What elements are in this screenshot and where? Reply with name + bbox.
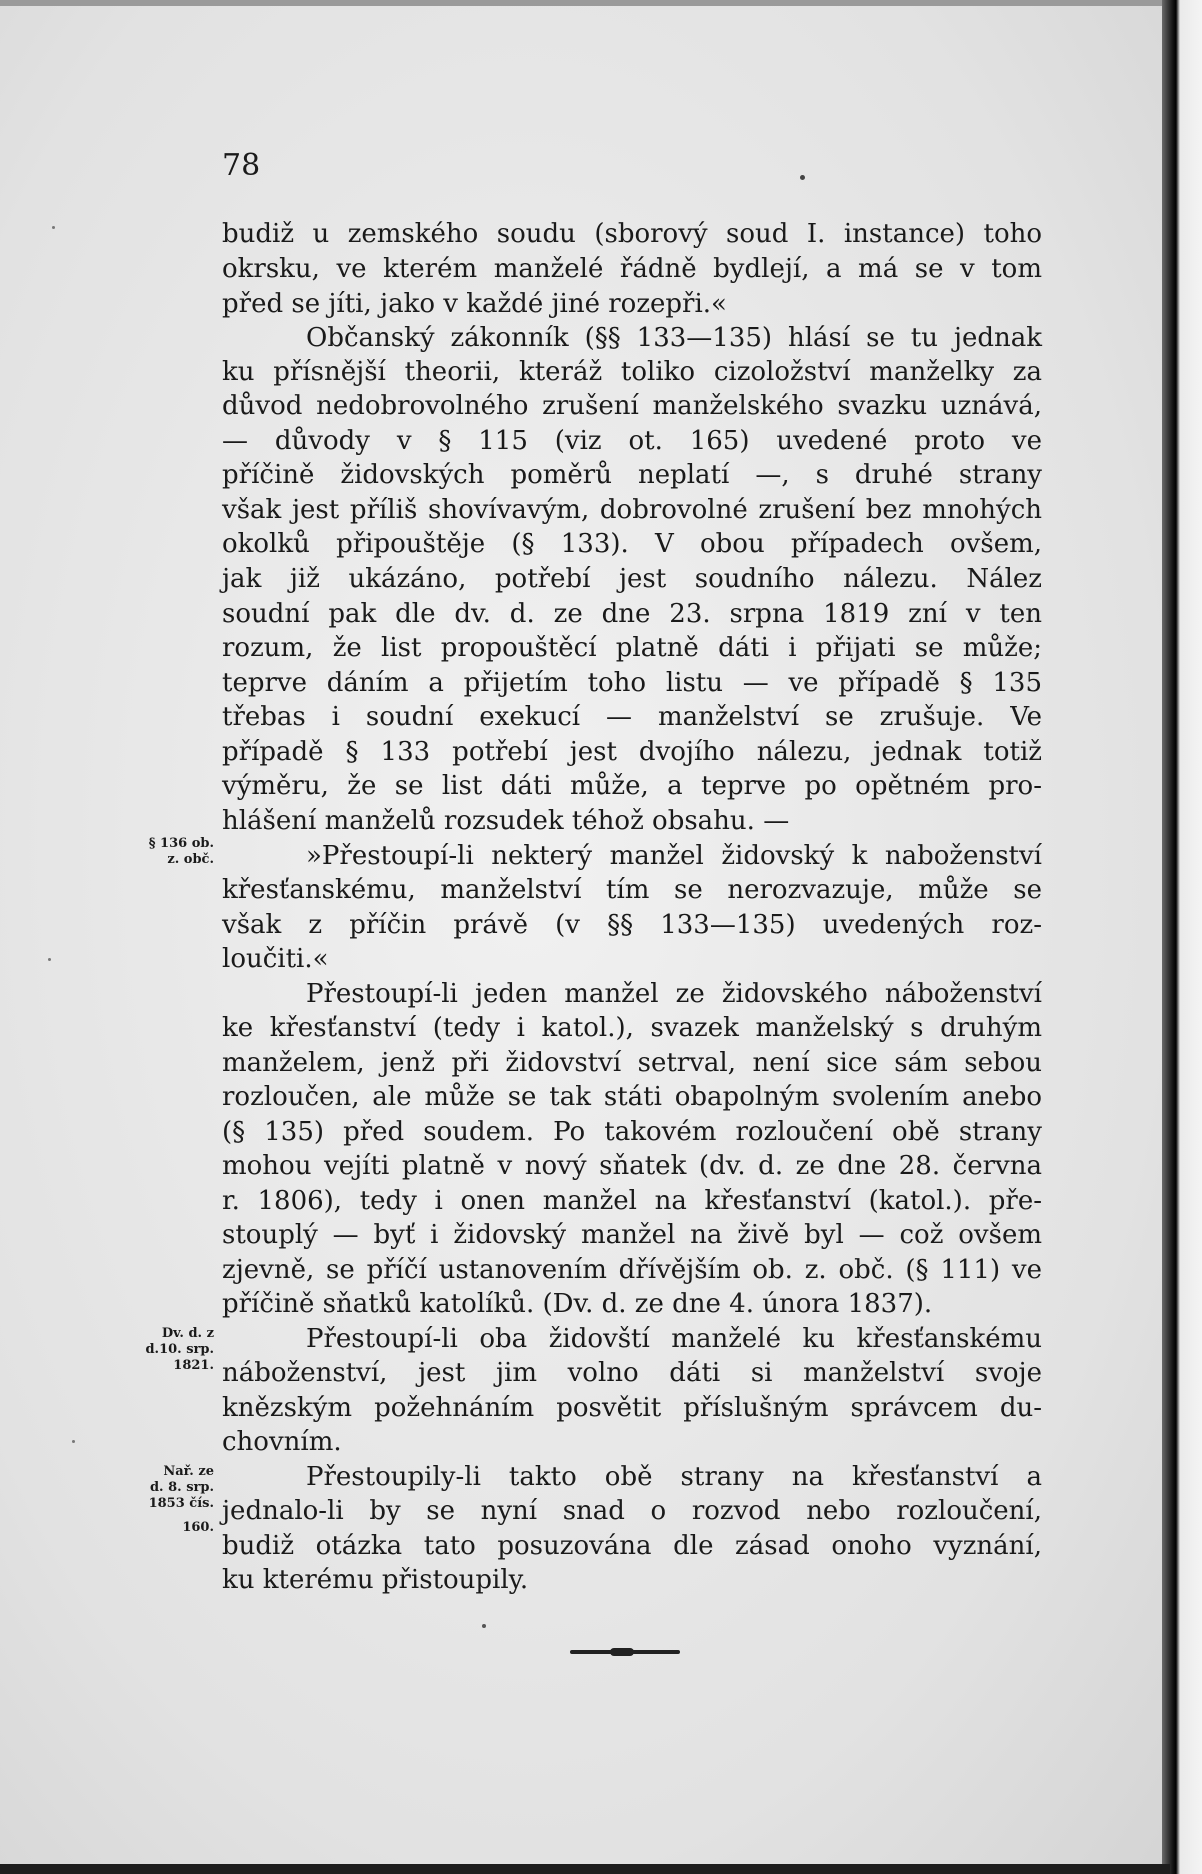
margin-note: 1821. xyxy=(173,1358,214,1373)
ink-dot xyxy=(482,1624,486,1628)
text-line: (§ 135) před soudem. Po takovém rozloučení obě strany xyxy=(222,1117,1042,1147)
text-line: okolků připouštěje (§ 133). V obou případech ovšem, xyxy=(222,529,1042,559)
text-line: náboženství, jest jim volno dáti si manželství svoje xyxy=(222,1358,1042,1388)
text-line: příčině sňatků katolíků. (Dv. d. ze dne 4. února 1837). xyxy=(222,1289,933,1319)
text-line: Občanský zákonník (§§ 133—135) hlásí se tu jednak xyxy=(306,323,1042,353)
text-line: jednalo-li by se nyní snad o rozvod nebo rozloučení, xyxy=(222,1496,1042,1526)
text-line: rozum, že list propouštěcí platně dáti i přijati se může; xyxy=(222,633,1042,663)
ink-speck xyxy=(72,1440,75,1443)
text-line: jak již ukázáno, potřebí jest soudního nálezu. Nález xyxy=(222,564,1042,594)
text-line: třebas i soudní exekucí — manželství se zrušuje. Ve xyxy=(222,702,1042,732)
text-line: Přestoupily-li takto obě strany na křesťanství a xyxy=(306,1462,1042,1492)
text-line: důvod nedobrovolného zrušení manželského svazku uznává, xyxy=(222,391,1042,421)
text-line: teprve dáním a přijetím toho listu — ve případě § 135 xyxy=(222,668,1042,698)
text-line: rozloučen, ale může se tak státi obapolným svolením anebo xyxy=(222,1082,1042,1112)
ink-speck xyxy=(48,958,51,961)
text-line: — důvody v § 115 (viz ot. 165) uvedené proto ve xyxy=(222,426,1042,456)
text-line: křesťanskému, manželství tím se nerozvazuje, může se xyxy=(222,875,1042,905)
text-line: Přestoupí-li jeden manžel ze židovského náboženství xyxy=(306,979,1042,1009)
text-line: manželem, jenž při židovství setrval, není sice sám sebou xyxy=(222,1048,1042,1078)
text-line: ke křesťanství (tedy i katol.), svazek manželský s druhým xyxy=(222,1013,1042,1043)
text-line: však jest příliš shovívavým, dobrovolné zrušení bez mnohých xyxy=(222,495,1042,525)
text-line: okrsku, ve kterém manželé řádně bydlejí, a má se v tom xyxy=(222,254,1042,284)
page-top-edge xyxy=(0,0,1170,6)
text-line: »Přestoupí-li nekterý manžel židovský k naboženství xyxy=(306,841,1042,871)
margin-note: 1853 čís. xyxy=(148,1496,214,1511)
page-number: 78 xyxy=(222,148,261,183)
text-line: stouplý — byť i židovský manžel na živě byl — což ovšem xyxy=(222,1220,1042,1250)
margin-note: z. obč. xyxy=(167,852,214,867)
text-line: budiž otázka tato posuzována dle zásad onoho vyznání, xyxy=(222,1531,1042,1561)
end-ornament xyxy=(570,1650,680,1654)
margin-note: d.10. srp. xyxy=(145,1342,214,1357)
text-line: ku kterému přistoupily. xyxy=(222,1565,529,1595)
text-line: mohou vejíti platně v nový sňatek (dv. d. ze dne 28. června xyxy=(222,1151,1042,1181)
margin-note: 160. xyxy=(182,1520,214,1535)
ink-speck xyxy=(52,226,55,229)
margin-note: Nař. ze xyxy=(163,1464,214,1479)
text-line: soudní pak dle dv. d. ze dne 23. srpna 1819 zní v ten xyxy=(222,599,1042,629)
text-line: hlášení manželů rozsudek téhož obsahu. — xyxy=(222,806,790,836)
ink-dot xyxy=(800,175,805,180)
text-line: ku přísnější theorii, kteráž toliko cizoložství manželky za xyxy=(222,357,1042,387)
margin-note: § 136 ob. xyxy=(148,836,214,851)
text-line: budiž u zemského soudu (sborový soud I. instance) toho xyxy=(222,219,1042,249)
text-line: příčině židovských poměrů neplatí —, s druhé strany xyxy=(222,460,1042,490)
text-line: chovním. xyxy=(222,1427,342,1457)
text-line: r. 1806), tedy i onen manžel na křesťanství (katol.). pře- xyxy=(222,1186,1042,1216)
margin-note: Dv. d. z xyxy=(161,1326,214,1341)
text-line: knězským požehnáním posvětit příslušným správcem du- xyxy=(222,1393,1042,1423)
text-line: před se jíti, jako v každé jiné rozepři.« xyxy=(222,289,727,319)
text-line: loučiti.« xyxy=(222,944,329,974)
text-line: však z příčin právě (v §§ 133—135) uvedených roz- xyxy=(222,910,1042,940)
margin-note: d. 8. srp. xyxy=(149,1480,214,1495)
text-line: zjevně, se příčí ustanovením dřívějším ob. z. obč. (§ 111) ve xyxy=(222,1255,1042,1285)
page-binding-edge xyxy=(1162,0,1202,1874)
text-line: případě § 133 potřebí jest dvojího nálezu, jednak totiž xyxy=(222,737,1042,767)
page-bottom-edge xyxy=(0,1864,1170,1874)
text-line: výměru, že se list dáti může, a teprve po opětném pro- xyxy=(222,771,1042,801)
text-line: Přestoupí-li oba židovští manželé ku křesťanskému xyxy=(306,1324,1042,1354)
